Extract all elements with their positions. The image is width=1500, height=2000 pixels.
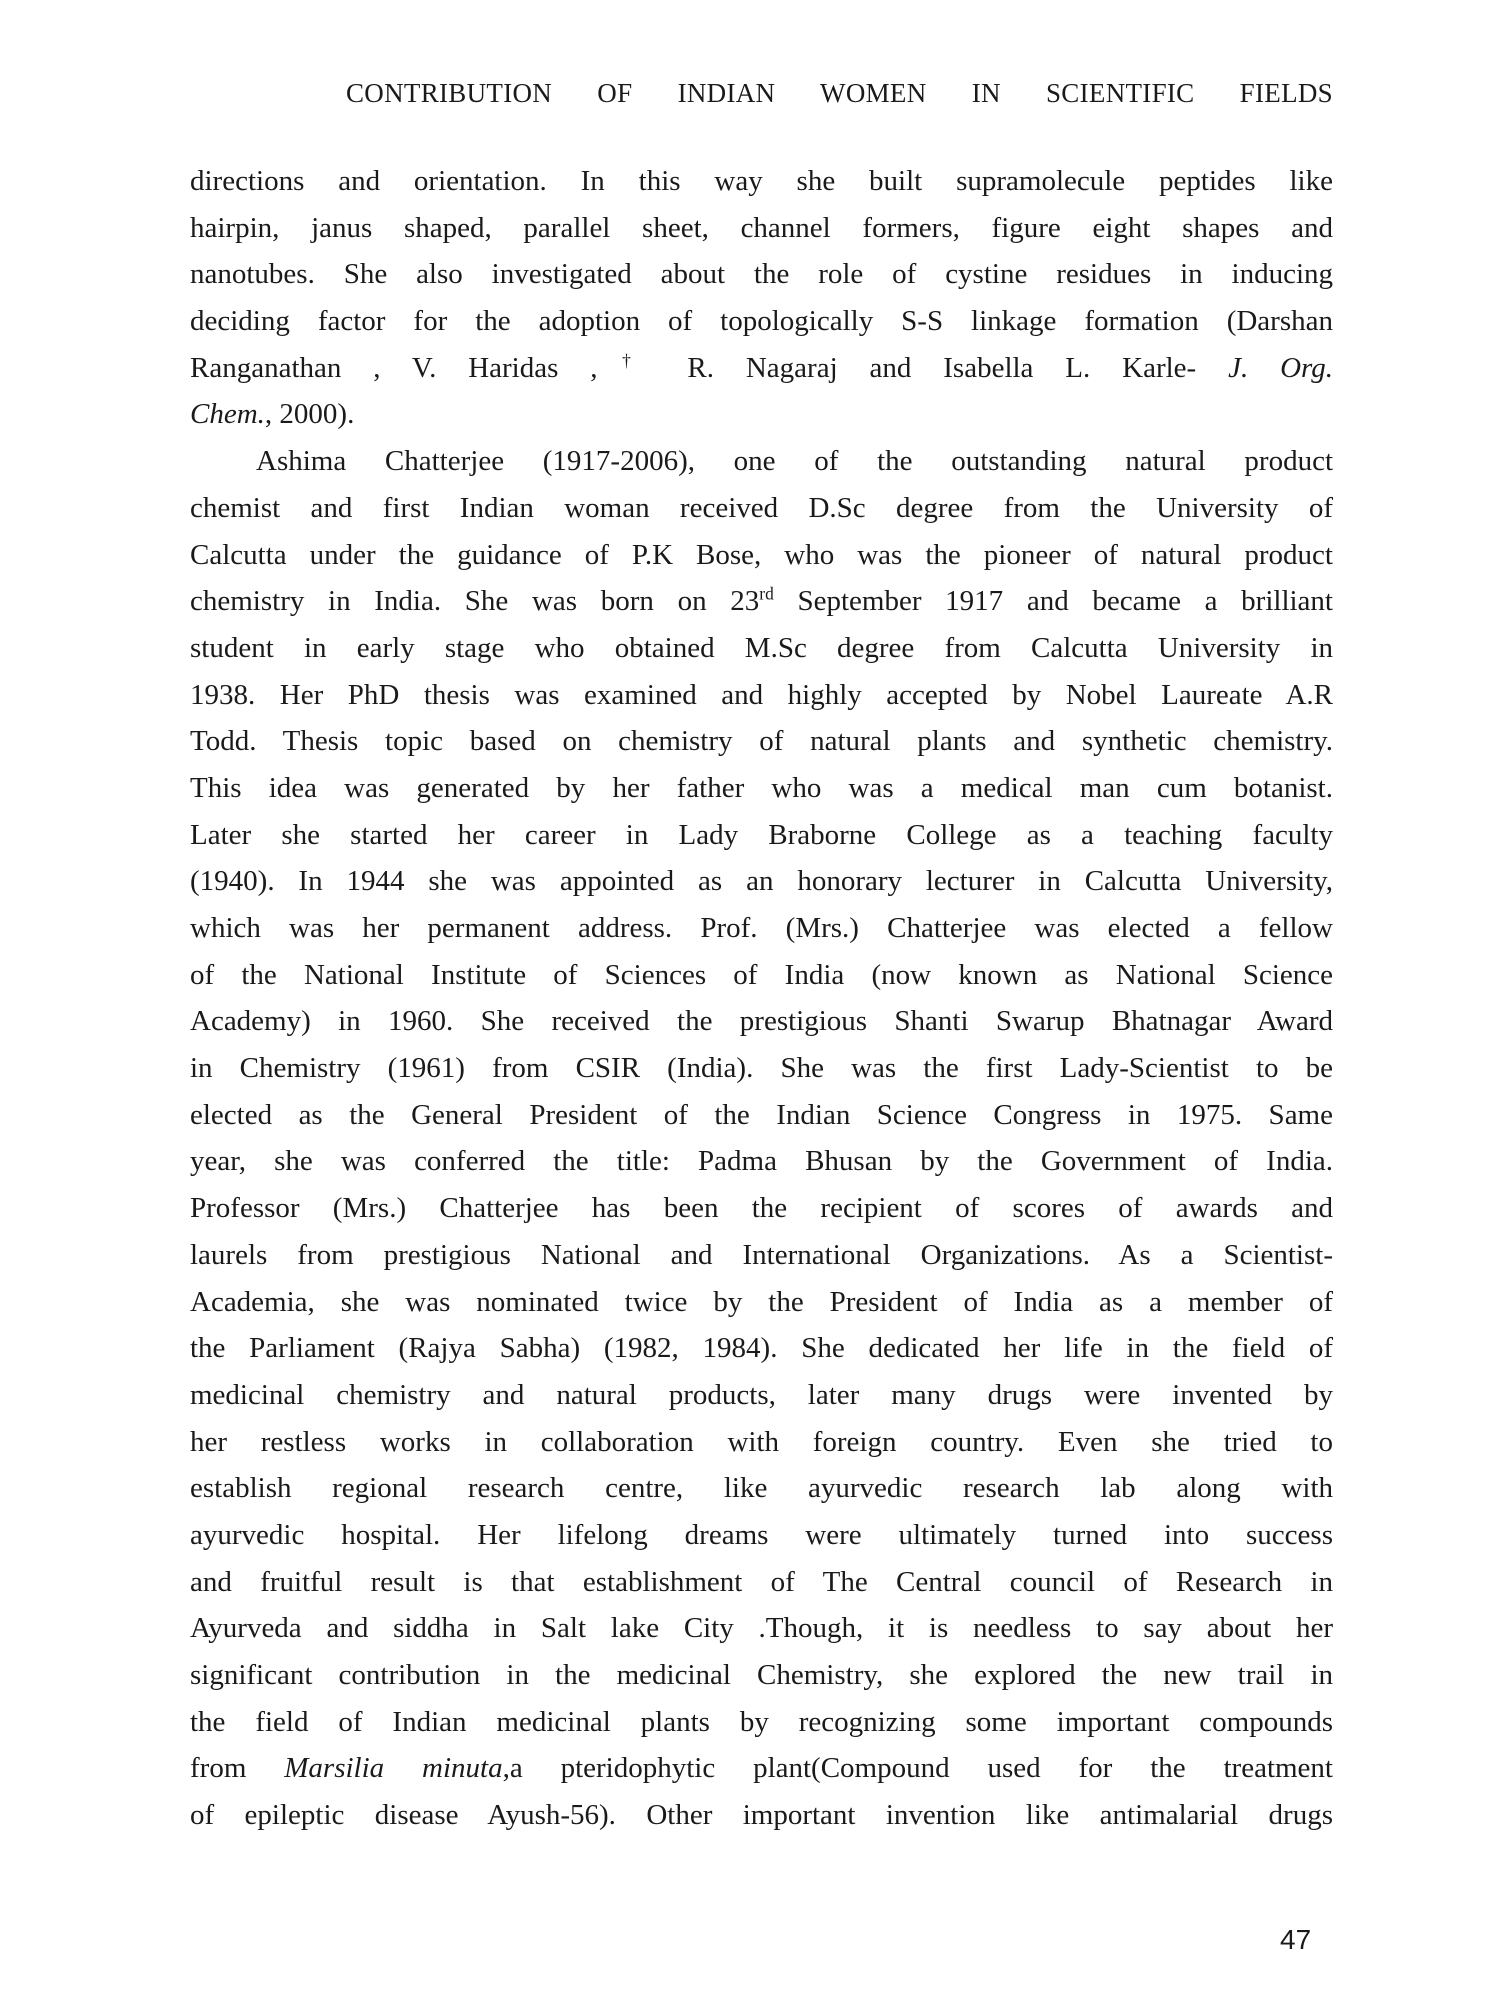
text-line	[190, 1605, 1333, 1652]
page-number: 47	[1280, 1924, 1312, 1955]
text-segment: student in early stage who obtained M.Sc degree from Calcutta University in	[190, 631, 1333, 664]
text-segment: Ranganathan , V. Haridas ,	[190, 351, 598, 384]
text-segment: deciding factor for the adoption of topologically S-S linkage formation (Darshan	[190, 305, 1333, 338]
text-segment: directions and orientation. In this way she built supramolecule peptides like	[190, 165, 1333, 197]
running-header: CONTRIBUTION OF INDIAN WOMEN IN SCIENTIFIC FIELDS	[346, 78, 1333, 108]
text-line	[190, 1185, 1333, 1232]
text-segment: nanotubes. She also investigated about the role of cystine residues in inducing	[190, 258, 1333, 291]
text-line	[190, 438, 1333, 485]
text-segment: Calcutta under the guidance of P.K Bose, who was the pioneer of natural product	[190, 538, 1333, 571]
text-segment: laurels from prestigious National and International Organizations. As a Scientist-	[190, 1238, 1333, 1271]
superscript: rd	[759, 583, 774, 604]
text-line	[190, 485, 1333, 532]
text-line	[190, 1745, 1333, 1792]
text-segment: which was her permanent address. Prof. (Mrs.) Chatterjee was elected a fellow	[190, 912, 1333, 944]
text-line	[190, 812, 1333, 859]
text-line	[190, 345, 1333, 392]
text-line	[190, 532, 1333, 579]
text-line	[190, 1652, 1333, 1699]
text-line	[190, 952, 1333, 999]
text-line	[190, 158, 1333, 205]
text-segment: and fruitful result is that establishment of The Central council of Research in	[190, 1565, 1333, 1598]
text-line	[190, 1045, 1333, 1092]
superscript: †	[597, 350, 656, 371]
text-segment: her restless works in collaboration with foreign country. Even she tried to	[190, 1425, 1333, 1458]
text-segment: Todd. Thesis topic based on chemistry of natural plants and synthetic chemistry.	[190, 725, 1333, 758]
text-segment: chemistry in India. She was born on 23	[190, 585, 760, 618]
text-segment: from	[190, 1752, 285, 1785]
text-line	[190, 205, 1333, 252]
text-line	[190, 1792, 1333, 1839]
text-line	[190, 1699, 1333, 1746]
text-segment: of epileptic disease Ayush-56). Other important invention like antimalarial drugs	[190, 1799, 1333, 1832]
text-line	[190, 298, 1333, 345]
text-segment: Academy) in 1960. She received the prestigious Shanti Swarup Bhatnagar Award	[190, 1005, 1333, 1038]
text-segment: in Chemistry (1961) from CSIR (India). She was the first Lady-Scientist to be	[190, 1052, 1333, 1085]
text-line	[190, 998, 1333, 1045]
text-line	[190, 1092, 1333, 1139]
text-line	[190, 1372, 1333, 1419]
text-segment: , 2000).	[264, 398, 355, 431]
text-line	[190, 1419, 1333, 1466]
text-segment: 1938. Her PhD thesis was examined and highly accepted by Nobel Laureate A.R	[190, 678, 1333, 711]
text-segment: establish regional research centre, like ayurvedic research lab along with	[190, 1472, 1333, 1505]
text-line	[190, 1138, 1333, 1185]
text-segment: chemist and first Indian woman received D.Sc degree from the University of	[190, 491, 1333, 524]
text-segment: Ashima Chatterjee (1917-2006), one of the outstanding natural product	[256, 445, 1333, 478]
italic-text: Chem.	[190, 398, 265, 431]
text-segment: significant contribution in the medicinal Chemistry, she explored the new trail in	[190, 1659, 1333, 1691]
text-line	[190, 672, 1333, 719]
text-line	[190, 1559, 1333, 1606]
text-line	[190, 625, 1333, 672]
text-segment: hairpin, janus shaped, parallel sheet, channel formers, figure eight shapes and	[190, 211, 1333, 244]
text-segment: Later she started her career in Lady Braborne College as a teaching faculty	[190, 818, 1333, 851]
text-segment: the Parliament (Rajya Sabha) (1982, 1984). She dedicated her life in the field of	[190, 1332, 1333, 1365]
text-segment: This idea was generated by her father who was a medical man cum botanist.	[190, 771, 1333, 804]
text-line	[190, 765, 1333, 812]
body-text	[190, 158, 1333, 1839]
text-segment: September 1917 and became a brilliant	[773, 585, 1333, 618]
text-line	[190, 1232, 1333, 1279]
text-line	[190, 718, 1333, 765]
italic-text: Marsilia minuta	[284, 1752, 503, 1785]
text-segment: Professor (Mrs.) Chatterjee has been the recipient of scores of awards and	[190, 1192, 1333, 1225]
text-segment: R. Nagaraj and Isabella L. Karle-	[655, 351, 1229, 384]
text-line	[190, 1325, 1333, 1372]
text-segment: Academia, she was nominated twice by the President of India as a member of	[190, 1285, 1333, 1318]
text-line	[190, 1512, 1333, 1559]
italic-text: J. Org.	[1228, 351, 1333, 384]
text-segment: ayurvedic hospital. Her lifelong dreams were ultimately turned into success	[190, 1518, 1333, 1551]
text-segment: of the National Institute of Sciences of India (now known as National Science	[190, 958, 1333, 991]
text-segment: the field of Indian medicinal plants by recognizing some important compounds	[190, 1705, 1333, 1738]
text-line	[190, 391, 1333, 438]
text-line	[190, 578, 1333, 625]
text-line	[190, 858, 1333, 905]
text-segment: Ayurveda and siddha in Salt lake City .Though, it is needless to say about her	[190, 1612, 1333, 1645]
text-line	[190, 905, 1333, 952]
text-line	[190, 1279, 1333, 1326]
text-line	[190, 251, 1333, 298]
text-segment: (1940). In 1944 she was appointed as an honorary lecturer in Calcutta University,	[190, 865, 1333, 898]
text-segment: medicinal chemistry and natural products, later many drugs were invented by	[190, 1378, 1333, 1411]
text-segment: elected as the General President of the Indian Science Congress in 1975. Same	[190, 1098, 1333, 1131]
text-line	[190, 1465, 1333, 1512]
text-segment: year, she was conferred the title: Padma Bhusan by the Government of India.	[190, 1145, 1333, 1178]
text-segment: ,a pteridophytic plant(Compound used for the treatment	[502, 1752, 1333, 1785]
